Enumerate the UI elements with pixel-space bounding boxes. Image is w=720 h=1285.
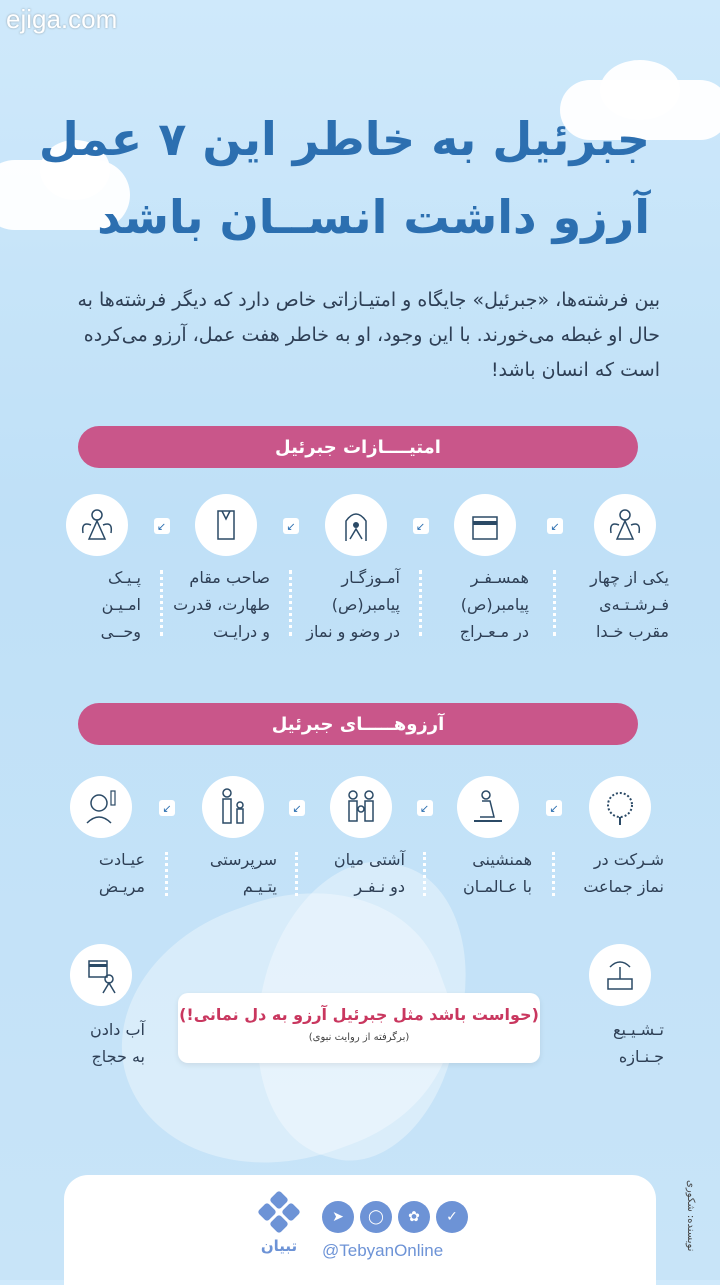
item-label bbox=[590, 564, 669, 645]
item-label-line: در وضو و نماز bbox=[306, 622, 400, 641]
item-label bbox=[306, 564, 400, 645]
robe-icon bbox=[195, 494, 257, 556]
item-label-line: وحــی bbox=[100, 622, 141, 641]
item-label-line: دو نـفـر bbox=[354, 877, 405, 896]
item-label bbox=[613, 1016, 664, 1070]
verified-icon[interactable]: ✓ bbox=[436, 1201, 468, 1233]
hajj-pilgrim-icon bbox=[70, 944, 132, 1006]
item-label-line: همنشینی bbox=[472, 850, 532, 869]
dotted-divider bbox=[165, 852, 171, 896]
item-label-line: به حجاج bbox=[91, 1047, 145, 1066]
item-label-line: یکی از چهار bbox=[590, 568, 669, 587]
item-label-line: فـرشـتـه‌ی bbox=[599, 595, 669, 614]
dotted-divider bbox=[419, 570, 425, 636]
section-header-wishes: آرزوهـــــای جبرئیل bbox=[78, 703, 638, 745]
arrow-icon: ↙ bbox=[547, 518, 563, 534]
item-label-line: آمـوزگـار bbox=[341, 568, 400, 587]
item-label bbox=[334, 846, 405, 900]
item-label bbox=[583, 846, 664, 900]
item-label-line: پـیـک bbox=[108, 568, 141, 587]
dotted-divider bbox=[295, 852, 301, 896]
arrow-icon: ↙ bbox=[417, 800, 433, 816]
page-title-line1: جبرئیل به خاطر این ۷ عمل bbox=[38, 112, 650, 166]
item-label-line: تـشـیـیع bbox=[613, 1020, 664, 1039]
item-label bbox=[99, 846, 145, 900]
rosary-icon bbox=[589, 776, 651, 838]
cloud-decoration bbox=[600, 60, 680, 120]
dotted-divider bbox=[423, 852, 429, 896]
footer bbox=[64, 1175, 656, 1285]
watermark: ejiga.com bbox=[6, 4, 118, 34]
item-label-line: با عـالمـان bbox=[463, 877, 532, 896]
parent-child-icon bbox=[202, 776, 264, 838]
item-label bbox=[460, 564, 529, 645]
arrow-icon: ↙ bbox=[289, 800, 305, 816]
item-label bbox=[101, 564, 141, 645]
dotted-divider bbox=[552, 852, 558, 896]
item-label-line: نماز جماعت bbox=[583, 877, 664, 896]
instagram-icon[interactable]: ◯ bbox=[360, 1201, 392, 1233]
item-label-line: و درایـت bbox=[213, 622, 270, 641]
sick-person-icon bbox=[70, 776, 132, 838]
page-title-line2: آرزو داشت انســان باشد bbox=[97, 190, 650, 244]
privileges-row bbox=[0, 494, 720, 654]
item-label-line: عیـادت bbox=[98, 850, 145, 869]
arrow-icon: ↙ bbox=[283, 518, 299, 534]
item-label-line: صاحب مقام bbox=[189, 568, 270, 587]
quote-box bbox=[178, 993, 540, 1063]
item-label bbox=[173, 564, 270, 645]
quote-source: (برگرفته از روایت نبوی) bbox=[308, 1032, 410, 1043]
item-label-line: جـنـازه bbox=[618, 1047, 664, 1066]
dotted-divider bbox=[160, 570, 166, 636]
item-label-line: یتـیـم bbox=[242, 877, 277, 896]
item-label-line: شـرکت در bbox=[593, 850, 664, 869]
quote-text: (حواست باشد مثل جبرئیل آرزو به دل نمانی!) bbox=[179, 1005, 539, 1024]
angel-icon bbox=[66, 494, 128, 556]
item-label-line: مریـض bbox=[98, 877, 145, 896]
social-handle[interactable]: @TebyanOnline bbox=[322, 1241, 444, 1260]
item-label-line: همسـفـر bbox=[470, 568, 529, 587]
arrow-icon: ↙ bbox=[159, 800, 175, 816]
section-header-privileges: امتیــــازات جبرئیل bbox=[78, 426, 638, 468]
logo-text: تبیان bbox=[260, 1237, 298, 1255]
funeral-icon bbox=[589, 944, 651, 1006]
arrow-icon: ↙ bbox=[413, 518, 429, 534]
author-credit: نویسنده: شکوری bbox=[685, 1180, 696, 1252]
arrow-icon: ↙ bbox=[154, 518, 170, 534]
dotted-divider bbox=[289, 570, 295, 636]
item-label-line: سرپرستی bbox=[209, 850, 277, 869]
item-label-line: مقرب خـدا bbox=[595, 622, 669, 641]
item-label-line: آب دادن bbox=[89, 1020, 145, 1039]
dotted-divider bbox=[553, 570, 559, 636]
angel-icon bbox=[594, 494, 656, 556]
item-label-line: پیامبر(ص) bbox=[460, 595, 529, 614]
telegram-icon[interactable]: ➤ bbox=[322, 1201, 354, 1233]
arrow-icon: ↙ bbox=[546, 800, 562, 816]
item-label-line: پیامبر(ص) bbox=[331, 595, 400, 614]
prayer-niche-icon bbox=[325, 494, 387, 556]
item-label-line: امـیـن bbox=[101, 595, 141, 614]
tebyan-logo bbox=[254, 1191, 304, 1255]
social-icons bbox=[322, 1201, 468, 1233]
item-label bbox=[90, 1016, 145, 1070]
item-label bbox=[210, 846, 277, 900]
item-label bbox=[463, 846, 532, 900]
wishes-row bbox=[0, 776, 720, 916]
item-label-line: آشتی میان bbox=[333, 850, 405, 869]
twitter-icon[interactable]: ✿ bbox=[398, 1201, 430, 1233]
item-label-line: طهارت، قدرت bbox=[173, 595, 270, 614]
kaaba-icon bbox=[454, 494, 516, 556]
item-label-line: در مـعـراج bbox=[459, 622, 529, 641]
kneeling-prayer-icon bbox=[457, 776, 519, 838]
intro-text: بین فرشته‌ها، «جبرئیل» جایگاه و امتیـازاتی خاص دارد که دیگر فرشته‌ها به حال او غبطه می‌خورند. با این وجود، او به خاطر هفت عمل، آرزو می‌کرده است که انسان باشد! bbox=[77, 289, 660, 381]
family-icon bbox=[330, 776, 392, 838]
